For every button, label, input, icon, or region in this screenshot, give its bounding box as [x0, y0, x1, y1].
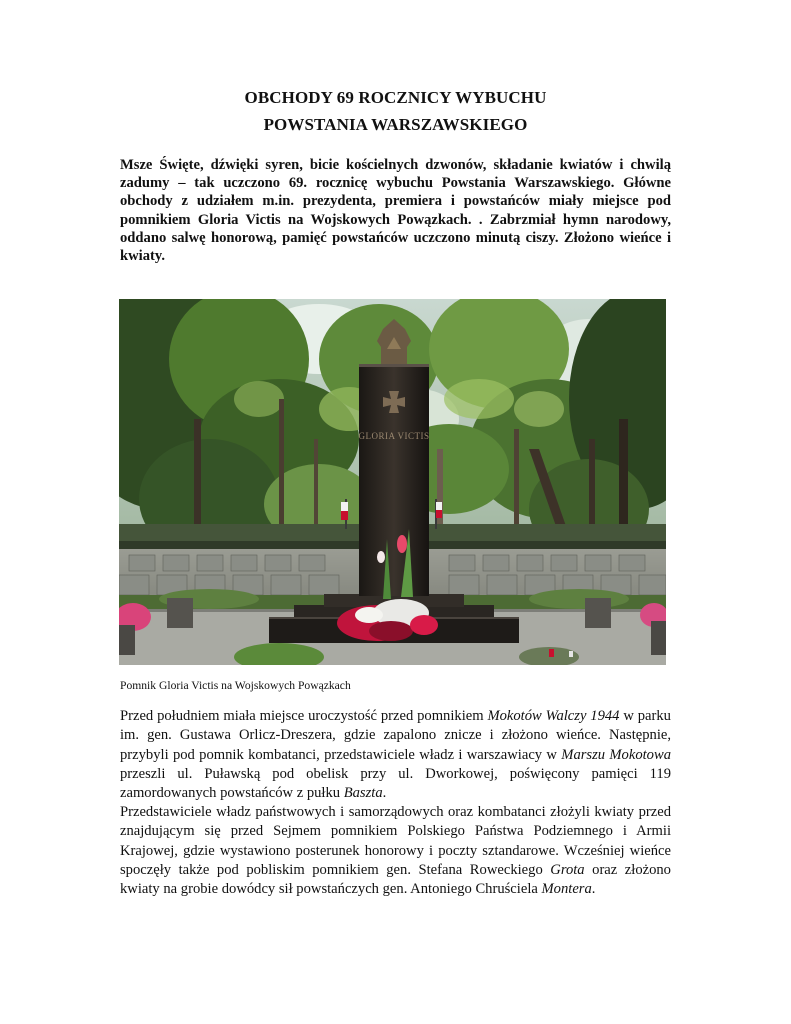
paragraph-1-text-2: w parku im. gen. Gustawa Orlicz-Dreszera, gdzie zapalono znicze i złożono wieńce. Następnie, przybyli pod pomnik kombatanci, przedstawiciele władz i warszawiacy w — [120, 708, 671, 763]
paragraph-1 — [120, 707, 671, 803]
paragraph-1-italic-2: Marszu Mokotowa — [561, 746, 671, 763]
lead-paragraph: Msze Święte, dźwięki syren, bicie kościelnych dzwonów, składanie kwiatów i chwilą zadumy – tak uczczono 69. rocznicę wybuchu Powstania Warszawskiego. Główne obchody z udziałem m.in. prezydenta, premiera i powstańców miały miejsce pod pomnikiem Gloria Victis na Wojskowych Powązkach. . Zabrzmiał hymn narodowy, oddano salwę honorową, pamięć powstańców uczczono minutą ciszy. Złożono wieńce i kwiaty. — [120, 157, 671, 265]
gloria-victis-monument-photo — [119, 299, 666, 665]
paragraph-2-italic-1: Grota — [550, 861, 585, 878]
svg-text:GLORIA VICTIS: GLORIA VICTIS — [358, 431, 430, 441]
paragraph-1-text-4: . — [382, 785, 387, 802]
paragraph-2-italic-2: Montera — [541, 881, 592, 898]
paragraph-2-text-1: Przedstawiciele władz państwowych i samorządowych oraz kombatanci złożyli kwiaty przed znajdującym się przed Sejmem pomnikiem Polskiego Państwa Podziemnego i Armii Krajowej, gdzie wystawiono posterunek honorowy i poczty sztandarowe. Wcześniej wieńce spoczęły także pod pobliskim pomnikiem gen. Stefana Roweckiego — [120, 804, 671, 878]
paragraph-1-text-3: przeszli ul. Puławską pod obelisk przy ul. Dworkowej, poświęcony pamięci 119 zamordowanych powstańców z pułku — [120, 765, 671, 802]
document-title-line-1: OBCHODY 69 ROCZNICY WYBUCHU — [244, 88, 547, 107]
photo-caption: Pomnik Gloria Victis na Wojskowych Powązkach — [120, 679, 351, 692]
paragraph-1-italic-1: Mokotów Walczy 1944 — [487, 708, 620, 724]
paragraph-2-text-3: . — [591, 881, 596, 898]
paragraph-1-italic-3: Baszta — [343, 785, 383, 802]
document-title-line-2: POWSTANIA WARSZAWSKIEGO — [263, 115, 528, 134]
paragraph-2-text-2: oraz złożono kwiaty na grobie dowódcy sił powstańczych gen. Antoniego Chruściela — [120, 861, 671, 898]
paragraph-2 — [120, 803, 671, 899]
paragraph-1-text-1: Przed południem miała miejsce uroczystość przed pomnikiem — [120, 708, 488, 724]
